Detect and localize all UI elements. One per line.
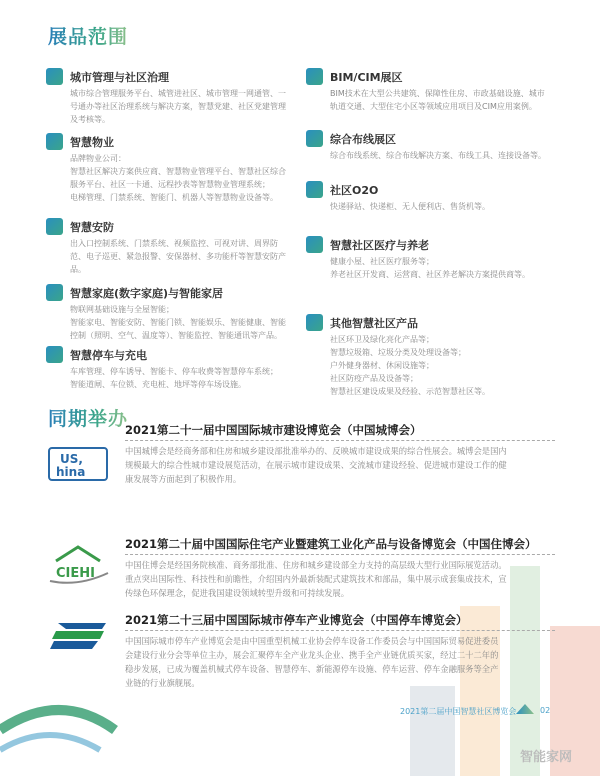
exhibit-desc-line: 智慧垃圾箱、垃圾分类及处理设备等； [330, 348, 466, 357]
event-desc-line: 规模最大的综合性城市建设展览活动，在展示城市建设成果、交流城市建设经验、促进城市建设工作的健 [125, 460, 507, 470]
ciehi-logo [48, 545, 110, 585]
event-desc-line: 中国城博会是经商务部和住房和城乡建设部批准举办的、反映城市建设成果的综合性展会。城博会是国内 [125, 446, 507, 456]
exhibit-desc-line: 控制（照明、空气、温度等）、智能监控、智能通讯等产品。 [70, 331, 282, 340]
exhibit-title: 智慧家庭(数字家庭)与智能家居 [70, 287, 224, 300]
exhibit-desc-line: 服务平台、社区一卡通、远程抄表等智慧物业管理系统； [70, 180, 270, 189]
watermark: 智能家网 [520, 750, 573, 765]
exhibit-title: 智慧物业 [70, 136, 114, 149]
exhibit-desc-line: 品。 [70, 265, 86, 274]
footer-text: 2021第二届中国智慧社区博览会 [400, 707, 517, 716]
event-desc-line: 会建设行业分会等单位主办，展会汇聚停车全产业龙头企业、携手全产业链优质买家，经过二十二年的 [125, 650, 499, 660]
shield-icon [46, 218, 63, 235]
event-item [125, 612, 555, 690]
cabling-icon [306, 130, 323, 147]
section-title-concurrent: 同期举办 [48, 404, 128, 431]
svg-text:CIEHI: CIEHI [56, 566, 95, 581]
exhibit-item [330, 70, 580, 113]
exhibit-title: 智慧安防 [70, 221, 114, 234]
exhibit-desc-line: 轨道交通、大型住宅小区等领域应用项目及CIM应用案例。 [330, 102, 537, 111]
exhibit-item [330, 238, 580, 281]
event-title: 2021第二十三届中国国际城市停车产业博览会（中国停车博览会） [125, 612, 555, 631]
event-item [125, 422, 555, 486]
exhibit-desc-line: 电梯管理、门禁系统、智能门、机器人等智慧物业设备等。 [70, 193, 278, 202]
exhibit-desc-line: 养老社区开发商、运营商、社区养老解决方案提供商等。 [330, 270, 530, 279]
exhibit-title: 综合布线展区 [330, 133, 396, 146]
exhibit-desc-line: 车库管理、停车诱导、智能卡、停车收费等智慧停车系统； [70, 367, 278, 376]
exhibit-title: 智慧停车与充电 [70, 349, 147, 362]
event-title: 2021第二十届中国国际住宅产业暨建筑工业化产品与设备博览会（中国住博会） [125, 536, 555, 555]
exhibit-desc-line: 范、电子巡更、紧急报警、安保器材、多功能杆等智慧安防产 [70, 252, 286, 261]
event-desc-line: 重点突出国际性、科技性和前瞻性，介绍国内外最新装配式建筑技术和部品，集中展示成套集成技术，宣 [125, 574, 507, 584]
tag-icon [306, 314, 323, 331]
exhibit-desc-line: 智慧社区解决方案供应商、智慧物业管理平台、智慧社区综合 [70, 167, 286, 176]
exhibit-title: 智慧社区医疗与养老 [330, 239, 429, 252]
exhibit-desc-line: 健康小屋、社区医疗服务等； [330, 257, 434, 266]
exhibit-item [330, 132, 580, 162]
buildings-icon [306, 68, 323, 85]
exhibit-desc-line: 快递驿站、快递柜、无人便利店、售货机等。 [330, 202, 490, 211]
event-desc-line: 稳步发展，已成为覆盖机械式停车设备、智慧停车、新能源停车设施、停车运营、停车金融服务等全产 [125, 664, 499, 674]
city-house-icon [46, 68, 63, 85]
exhibit-item [70, 286, 320, 342]
event-desc-line: 中国住博会是经国务院核准、商务部批准、住房和城乡建设部全力支持的高层级大型行业国际展览活动。 [125, 560, 507, 570]
exhibit-item [330, 183, 580, 213]
exhibit-desc-line: 智慧社区建设成果及经验、示范智慧社区等。 [330, 387, 490, 396]
event-desc-line: 中国国际城市停车产业博览会是由中国重型机械工业协会停车设备工作委员会与中国国际贸易促进委员 [125, 636, 499, 646]
page-number: 02 [540, 706, 551, 715]
store-icon [306, 181, 323, 198]
parking-expo-logo [48, 615, 110, 655]
exhibit-desc-line: 号通办等社区治理系统与解决方案，智慧党建、社区党建管理 [70, 102, 286, 111]
exhibit-desc-line: 智能道闸、车位锁、充电桩、地坪等停车场设施。 [70, 380, 246, 389]
exhibit-item [70, 135, 320, 204]
exhibit-item [330, 316, 580, 398]
event-title: 2021第二十一届中国国际城市建设博览会（中国城博会） [125, 422, 555, 441]
smart-home-icon [46, 284, 63, 301]
exhibit-title: 其他智慧社区产品 [330, 317, 418, 330]
exhibit-desc-line: 物联网基础设施与全屋智能； [70, 305, 174, 314]
exhibit-desc-line: 综合布线系统、综合布线解决方案、布线工具、连接设备等。 [330, 151, 546, 160]
exhibit-desc-line: 户外健身器材、休闲设施等； [330, 361, 434, 370]
exhibit-item [70, 70, 320, 126]
exhibit-title: 城市管理与社区治理 [70, 71, 169, 84]
exhibit-title: 社区O2O [330, 184, 379, 197]
exhibit-desc-line: 城市综合管理服务平台、城管进社区、城市管理一网通管、一 [70, 89, 286, 98]
charging-station-icon [46, 346, 63, 363]
decorative-arc [0, 690, 120, 776]
exhibit-desc-line: 社区环卫及绿化亮化产品等； [330, 335, 434, 344]
event-desc-line: 业链的行业旗舰展。 [125, 678, 200, 688]
exhibit-desc-line: 社区防疫产品及设备等； [330, 374, 418, 383]
exhibit-desc-line: BIM技术在大型公共建筑、保障性住房、市政基础设施、城市 [330, 89, 545, 98]
svg-text:hina: hina [56, 465, 86, 479]
exhibit-item [70, 348, 320, 391]
event-item [125, 536, 555, 600]
exhibit-item [70, 220, 320, 276]
exhibit-desc-line: 出入口控制系统、门禁系统、视频监控、可视对讲、周界防 [70, 239, 278, 248]
exhibit-desc-line: 品牌物业公司： [70, 154, 126, 163]
exhibit-desc-line: 智能家电、智能安防、智能门锁、智能娱乐、智能健康、智能 [70, 318, 286, 327]
svg-text:US,: US, [60, 452, 83, 466]
section-title-exhibits: 展品范围 [48, 22, 128, 49]
exhibit-desc-line: 及考核等。 [70, 115, 110, 124]
event-desc-line: 康发展等方面起到了积极作用。 [125, 474, 242, 484]
medical-icon [306, 236, 323, 253]
house-icon [46, 133, 63, 150]
event-desc-line: 传绿色环保理念，促进我国建设领域转型升级和可持续发展。 [125, 588, 350, 598]
exhibit-title: BIM/CIM展区 [330, 71, 403, 84]
us-china-logo [48, 445, 110, 485]
